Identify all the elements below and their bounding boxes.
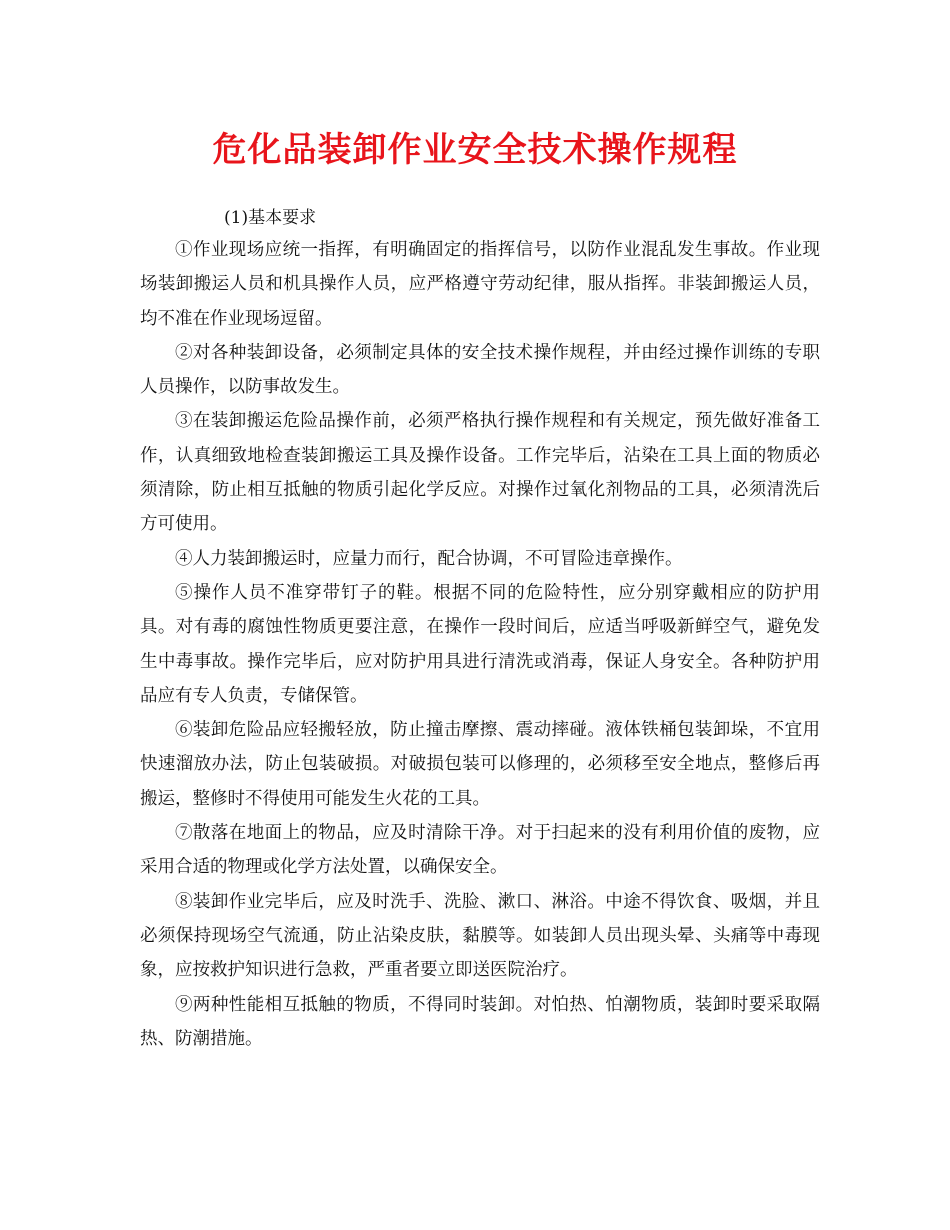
section-heading: (1)基本要求 [224,208,317,228]
paragraph-2: ②对各种装卸设备，必须制定具体的安全技术操作规程，并由经过操作训练的专职人员操作，以防事故发生。 [140,342,820,398]
paragraph-8: ⑧装卸作业完毕后，应及时洗手、洗脸、漱口、淋浴。中途不得饮食、吸烟，并且必须保持现场空气流通，防止沾染皮肤，黏膜等。如装卸人员出现头晕、头痛等中毒现象，应按救护知识进行急救，严重者要立即送医院治疗。 [140,891,820,981]
paragraph-7: ⑦散落在地面上的物品，应及时清除干净。对于扫起来的没有利用价值的废物，应采用合适的物理或化学方法处置，以确保安全。 [140,823,820,878]
paragraph-9: ⑨两种性能相互抵触的物质，不得同时装卸。对怕热、怕潮物质，装卸时要采取隔热、防潮措施。 [140,994,820,1049]
paragraph-5: ⑤操作人员不准穿带钉子的鞋。根据不同的危险特性，应分别穿戴相应的防护用具。对有毒的腐蚀性物质更要注意，在操作一段时间后，应适当呼吸新鲜空气，避免发生中毒事故。操作完毕后，应对防护用具进行清洗或消毒，保证人身安全。各种防护用品应有专人负责，专储保管。 [140,582,820,706]
paragraph-3: ③在装卸搬运危险品操作前，必须严格执行操作规程和有关规定，预先做好准备工作，认真细致地检查装卸搬运工具及操作设备。工作完毕后，沾染在工具上面的物质必须清除，防止相互抵触的物质引起化学反应。对操作过氧化剂物品的工具，必须清洗后方可使用。 [140,411,820,535]
document-title: 危化品装卸作业安全技术操作规程 [212,130,738,170]
paragraph-1: ①作业现场应统一指挥，有明确固定的指挥信号，以防作业混乱发生事故。作业现场装卸搬运人员和机具操作人员，应严格遵守劳动纪律，服从指挥。非装卸搬运人员，均不准在作业现场逗留。 [140,240,820,329]
paragraph-4: ④人力装卸搬运时，应量力而行，配合协调，不可冒险违章操作。 [175,548,683,569]
document-body [140,203,820,1056]
paragraph-6: ⑥装卸危险品应轻搬轻放，防止撞击摩擦、震动摔碰。液体铁桶包装卸垛，不宜用快速溜放办法，防止包装破损。对破损包装可以修理的，必须移至安全地点，整修后再搬运，整修时不得使用可能发生火花的工具。 [140,720,820,809]
